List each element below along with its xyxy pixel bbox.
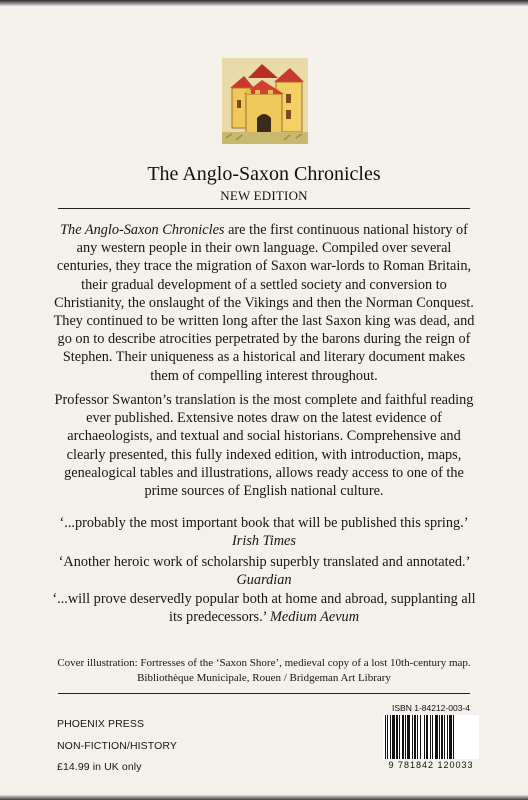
price-label: £14.99 in UK only <box>57 761 142 773</box>
barcode-bar <box>432 715 433 759</box>
edition-label: NEW EDITION <box>220 188 308 203</box>
barcode-bar <box>385 715 386 759</box>
divider-rule <box>58 693 470 694</box>
review-source: Irish Times <box>232 533 296 550</box>
blurb-paragraph-1-text: are the first continuous national history of any western people in their own language. Compiled over several centuries, they trace the migration of Saxon war-lords to Roman Britain, their gradual development of a settled society and conversion to Christianity, the onslaught of the Vikings and then the Norman Conquest. They continued to be written long after the last Saxon king was dead, and go on to describe atrocities perpetrated by the barons during the reign of Stephen. Their uniqueness as a historical and literary document makes them of compelling interest throughout. <box>53 222 475 384</box>
blurb-paragraph-2: Professor Swanton’s translation is the most complete and faithful reading ever published. Extensive notes draw on the latest evidence of archaeologists, and textual and social historians. Comprehensive and clearly presented, this fully indexed edition, with introduction, maps, genealogical tables and illustrations, allows ready access to one of the prime sources of English national culture. <box>54 392 474 500</box>
barcode-icon <box>383 715 479 759</box>
barcode-bar <box>405 715 406 759</box>
review-text: ‘...probably the most important book that will be published this spring.’ <box>59 515 469 531</box>
review-text: ‘Another heroic work of scholarship superbly translated and annotated.’ <box>58 554 470 570</box>
barcode-bar <box>396 715 398 759</box>
barcode-bar <box>399 715 400 759</box>
review-source: Medium Aevum <box>269 609 360 626</box>
review-text: ‘...will prove deservedly popular both at home and abroad, supplanting all its predecessors.’ <box>52 591 476 626</box>
barcode-bar <box>447 715 448 759</box>
fortress-illustration <box>222 58 308 144</box>
barcode-bar <box>412 715 413 759</box>
barcode-bar <box>435 715 438 759</box>
review-quote <box>50 590 478 626</box>
barcode-bar <box>441 715 443 759</box>
review-quote <box>50 514 478 550</box>
barcode-bar <box>449 715 452 759</box>
ean-number: 9 781842 120033 <box>388 760 474 770</box>
barcode-bar <box>439 715 440 759</box>
barcode-bar <box>392 715 395 759</box>
barcode-bar <box>407 715 410 759</box>
divider-rule <box>58 208 470 209</box>
cover-illustration-credit: Cover illustration: Fortresses of the ‘Saxon Shore’, medieval copy of a lost 10th-century map. Bibliothèque Municipale, Rouen / Bridgeman Art Library <box>57 657 471 684</box>
book-title: The Anglo-Saxon Chronicles <box>147 163 381 185</box>
barcode-bar <box>426 715 428 759</box>
isbn-label: ISBN 1-84212-003-4 <box>392 703 470 713</box>
publisher-name: PHOENIX PRESS <box>57 718 145 730</box>
barcode-bar <box>453 715 454 759</box>
barcode-bar <box>444 715 445 759</box>
barcode-bar <box>417 715 418 759</box>
blurb-paragraph-1 <box>50 221 478 385</box>
barcode-bar <box>424 715 425 759</box>
barcode-bar <box>402 715 404 759</box>
barcode-bar <box>414 715 416 759</box>
category-label: NON-FICTION/HISTORY <box>57 740 177 752</box>
barcode-bar <box>420 715 421 759</box>
barcode-bar <box>387 715 388 759</box>
barcode <box>380 703 482 771</box>
title-italic: The Anglo-Saxon Chronicles <box>60 222 225 238</box>
barcode-bar <box>430 715 431 759</box>
review-quote <box>50 553 478 589</box>
review-source: Guardian <box>236 572 292 589</box>
barcode-bar <box>390 715 391 759</box>
